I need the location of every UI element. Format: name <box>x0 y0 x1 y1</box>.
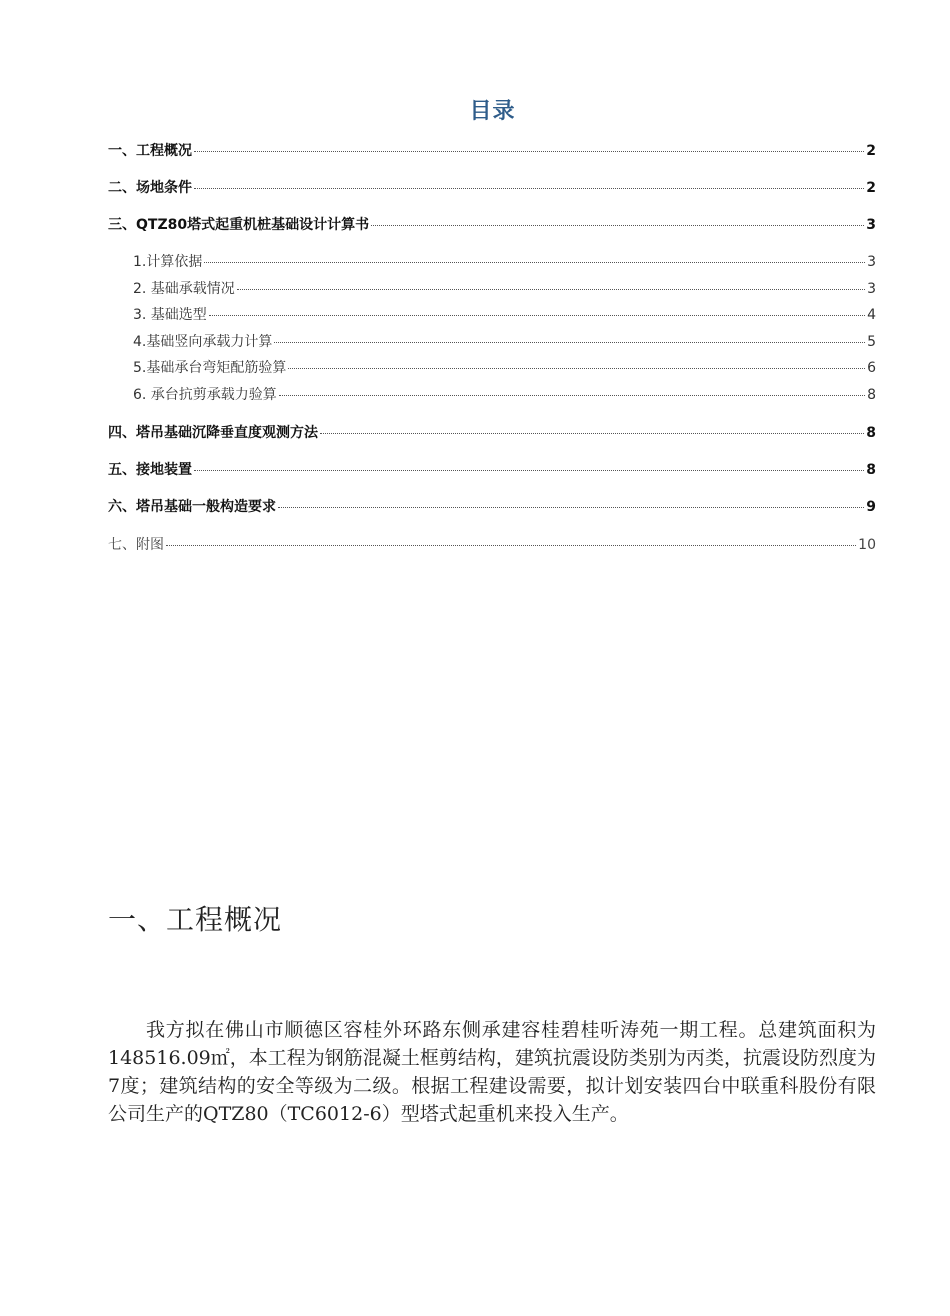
toc-leader-dots <box>288 368 865 369</box>
toc-leader-dots <box>194 470 864 471</box>
toc-entry-page: 5 <box>867 334 876 350</box>
toc-entry-label: 六、塔吊基础一般构造要求 <box>108 499 276 515</box>
toc-entry-page: 3 <box>866 217 876 233</box>
toc-entry-7[interactable] <box>108 534 876 554</box>
toc-entry-label: 3. 基础选型 <box>133 307 207 323</box>
toc-entry-label: 五、接地装置 <box>108 462 192 478</box>
toc-leader-dots <box>274 342 865 343</box>
toc-entry-page: 8 <box>866 425 876 441</box>
toc-leader-dots <box>204 262 865 263</box>
toc-entry-5[interactable] <box>108 459 876 479</box>
toc-entry-page: 3 <box>867 281 876 297</box>
toc-entry-page: 6 <box>867 360 876 376</box>
toc-entry-label: 6. 承台抗剪承载力验算 <box>133 387 277 403</box>
toc-entry-4[interactable] <box>108 422 876 442</box>
toc-leader-dots <box>166 545 856 546</box>
toc-entry-3[interactable] <box>108 214 876 234</box>
toc-entry-3-6[interactable] <box>108 384 876 404</box>
toc-entry-page: 8 <box>867 387 876 403</box>
toc-entry-3-1[interactable] <box>108 251 876 271</box>
toc-entry-label: 一、工程概况 <box>108 143 192 159</box>
toc-entry-label: 1.计算依据 <box>133 254 203 270</box>
toc-entry-label: 七、附图 <box>108 537 164 553</box>
toc-entry-6[interactable] <box>108 496 876 516</box>
toc-entry-page: 3 <box>867 254 876 270</box>
body-paragraph: 我方拟在佛山市顺德区容桂外环路东侧承建容桂碧桂听涛苑一期工程。总建筑面积为148516.09㎡，本工程为钢筋混凝土框剪结构，建筑抗震设防类别为丙类，抗震设防烈度为7度；建筑结构的安全等级为二级。根据工程建设需要，拟计划安装四台中联重科股份有限公司生产的QTZ80（TC6012-6）型塔式起重机来投入生产。 <box>108 1019 876 1125</box>
toc-title: 目录 <box>469 99 516 124</box>
toc-entry-page: 8 <box>866 462 876 478</box>
toc-entry-page: 10 <box>858 537 876 553</box>
toc-entry-label: 三、QTZ80塔式起重机桩基础设计计算书 <box>108 217 370 233</box>
toc-entry-page: 2 <box>866 143 876 159</box>
toc-entry-page: 2 <box>866 180 876 196</box>
toc-leader-dots <box>237 289 865 290</box>
toc-entry-3-5[interactable] <box>108 357 876 377</box>
toc-entry-3-3[interactable] <box>108 304 876 324</box>
toc-entry-page: 9 <box>866 499 876 515</box>
toc-entry-label: 二、场地条件 <box>108 180 192 196</box>
toc-entry-3-4[interactable] <box>108 331 876 351</box>
toc-entry-label: 5.基础承台弯矩配筋验算 <box>133 360 287 376</box>
toc-entry-label: 2. 基础承载情况 <box>133 281 235 297</box>
toc-leader-dots <box>209 315 865 316</box>
toc-leader-dots <box>278 507 864 508</box>
toc-leader-dots <box>194 151 864 152</box>
toc-entry-1[interactable] <box>108 140 876 160</box>
toc-entry-2[interactable] <box>108 177 876 197</box>
section-heading: 一、工程概况 <box>108 903 283 936</box>
toc-entry-page: 4 <box>867 307 876 323</box>
toc-leader-dots <box>279 395 865 396</box>
toc-leader-dots <box>194 188 864 189</box>
toc-entry-label: 4.基础竖向承载力计算 <box>133 334 273 350</box>
toc-leader-dots <box>371 225 864 226</box>
toc-entry-label: 四、塔吊基础沉降垂直度观测方法 <box>108 425 318 441</box>
toc-leader-dots <box>320 433 864 434</box>
toc-entry-3-2[interactable] <box>108 278 876 298</box>
